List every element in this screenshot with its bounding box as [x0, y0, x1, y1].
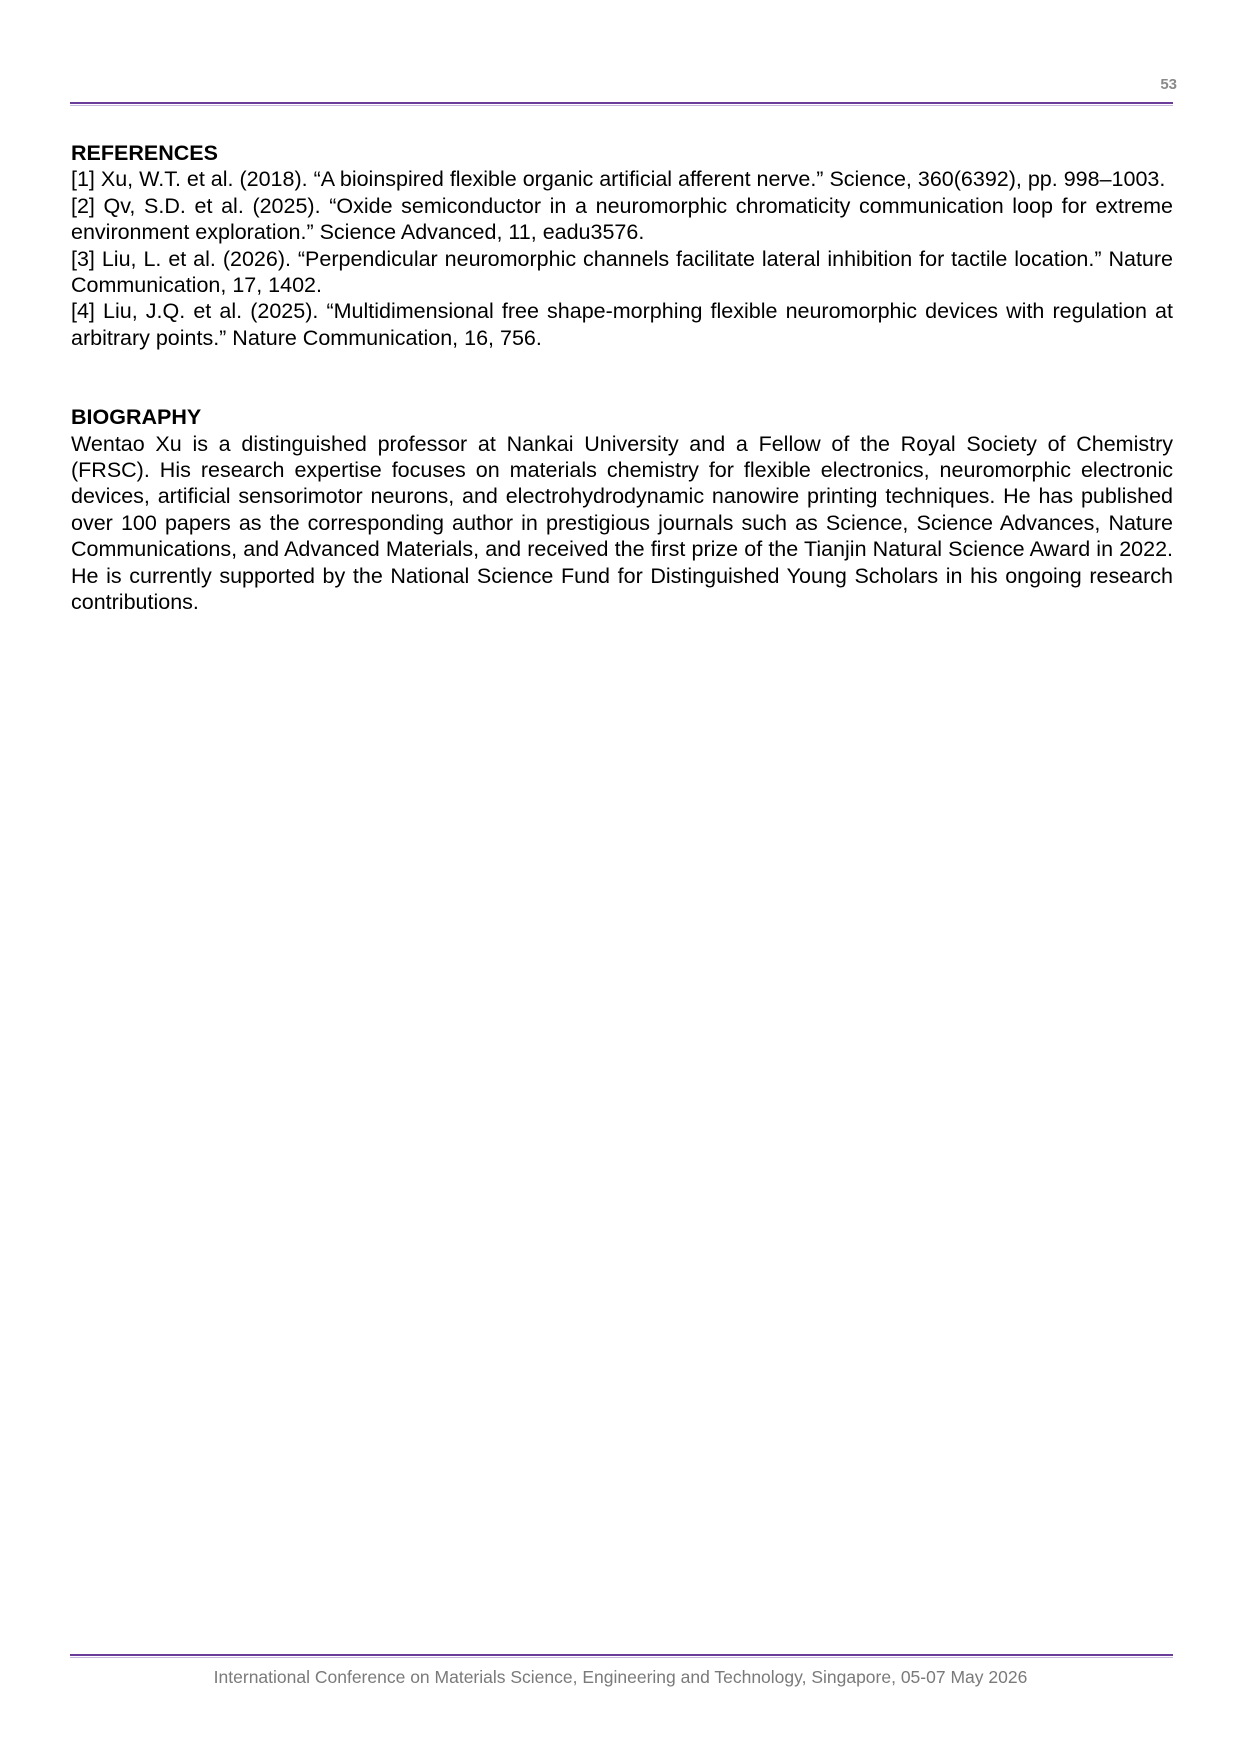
biography-text: Wentao Xu is a distinguished professor at Nankai University and a Fellow of the Royal Society of Chemistry (FRSC). His research expertise focuses on materials chemistry for flexible electronics, neuromorphic electronic devices, artificial sensorimotor neurons, and electrohydrodynamic nanowire printing techniques. He has published over 100 papers as the corresponding author in prestigious journals such as Science, Science Advances, Nature Communications, and Advanced Materials, and received the first prize of the Tianjin Natural Science Award in 2022. He is currently supported by the National Science Fund for Distinguished Young Scholars in his ongoing research contributions.: [71, 431, 1173, 615]
header-divider: [70, 102, 1173, 104]
page-content: [71, 140, 1173, 616]
reference-item: [4] Liu, J.Q. et al. (2025). “Multidimensional free shape-morphing flexible neuromorphic devices with regulation at arbitrary points.” Nature Communication, 16, 756.: [71, 299, 1173, 350]
reference-item: [2] Qv, S.D. et al. (2025). “Oxide semiconductor in a neuromorphic chromaticity communication loop for extreme environment exploration.” Science Advanced, 11, eadu3576.: [71, 193, 1173, 245]
reference-item: [1] Xu, W.T. et al. (2018). “A bioinspired flexible organic artificial afferent nerve.” Science, 360(6392), pp. 998–1003.: [71, 167, 1166, 192]
footer-conference-text: International Conference on Materials Science, Engineering and Technology, Singapore, 05-07 May 2026: [213, 1667, 1028, 1687]
reference-item: [3] Liu, L. et al. (2026). “Perpendicular neuromorphic channels facilitate lateral inhibition for tactile location.” Nature Communication, 17, 1402.: [71, 246, 1173, 298]
section-spacer: [71, 351, 1173, 404]
references-list: [71, 166, 1173, 351]
footer-divider: [70, 1654, 1173, 1656]
biography-heading: BIOGRAPHY: [71, 405, 202, 430]
references-heading: REFERENCES: [71, 141, 218, 165]
page-number: 53: [1160, 76, 1177, 93]
